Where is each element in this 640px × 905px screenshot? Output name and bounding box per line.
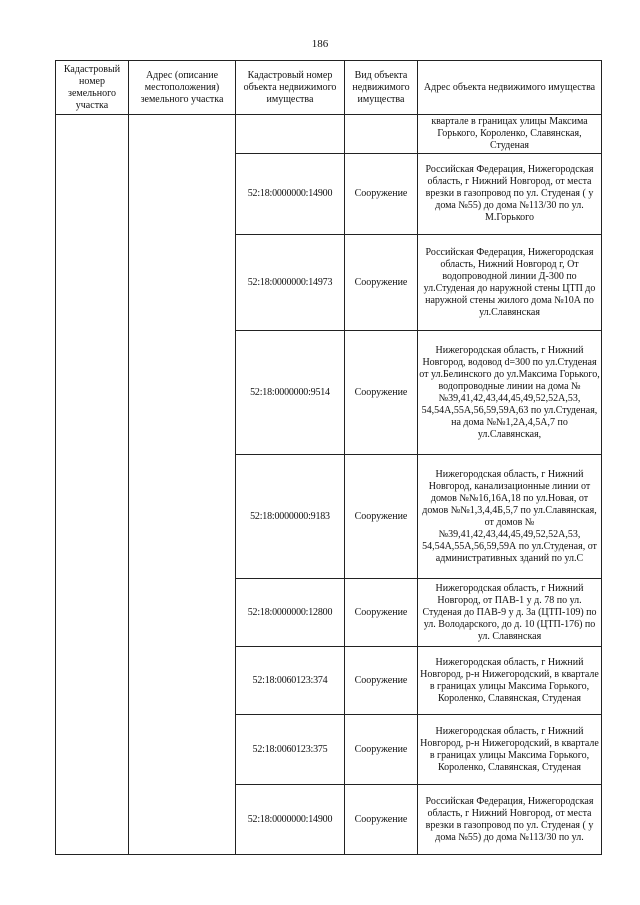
object-cadastral-cell: 52:18:0000000:14900 bbox=[236, 154, 345, 235]
page-number: 186 bbox=[311, 38, 329, 50]
table-header-row bbox=[56, 61, 602, 115]
land-address-cell bbox=[129, 115, 236, 855]
object-type-cell: Сооружение bbox=[345, 235, 418, 331]
object-cadastral-cell: 52:18:0000000:14900 bbox=[236, 785, 345, 855]
object-type-cell: Сооружение bbox=[345, 785, 418, 855]
land-cadastral-cell bbox=[56, 115, 129, 855]
object-address-cell: Нижегородская область, г Нижний Новгород, водовод d=300 по ул.Студеная от ул.Белинского до ул.Максима Горького, водопроводные линии на дома №№39,41,42,43,44,45,49,52,52А,53, 54,54А,55А,56,59,59А,63 по ул.Студеная, на дома №№1,2А,4,5А,7 по ул.Славянская, bbox=[418, 331, 602, 455]
object-cadastral-cell: 52:18:0000000:14973 bbox=[236, 235, 345, 331]
object-type-cell: Сооружение bbox=[345, 579, 418, 647]
object-address-cell: Российская Федерация, Нижегородская область, г Нижний Новгород, от места врезки в газопровод по ул. Студеная ( у дома №55) до дома №113/30 по ул. bbox=[418, 785, 602, 855]
header-object-address: Адрес объекта недвижимого имущества bbox=[418, 61, 602, 115]
table-row bbox=[56, 115, 602, 154]
object-address-cell: Российская Федерация, Нижегородская область, г Нижний Новгород, от места врезки в газопровод по ул. Студеная ( у дома №55) до дома №113/30 по ул. М.Горького bbox=[418, 154, 602, 235]
object-type-cell: Сооружение bbox=[345, 455, 418, 579]
header-land-cadastral: Кадастровый номер земельного участка bbox=[56, 61, 129, 115]
object-type-cell: Сооружение bbox=[345, 154, 418, 235]
header-land-address: Адрес (описание местоположения) земельного участка bbox=[129, 61, 236, 115]
registry-table bbox=[55, 60, 602, 855]
header-object-type: Вид объекта недвижимого имущества bbox=[345, 61, 418, 115]
object-address-cell: Нижегородская область, г Нижний Новгород, от ПАВ-1 у д. 78 по ул. Студеная до ПАВ-9 у д. 3а (ЦТП-109) по ул. Володарского, до д. 10 (ЦТП-176) по ул. Славянская bbox=[418, 579, 602, 647]
object-address-cell: квартале в границах улицы Максима Горького, Короленко, Славянская, Студеная bbox=[418, 115, 602, 154]
object-address-cell: Российская Федерация, Нижегородская область, Нижний Новгород г, От водопроводной линии Д-300 по ул.Студеная до наружной стены ЦТП до наружной стены жилого дома №10А по ул.Славянская bbox=[418, 235, 602, 331]
object-cadastral-cell: 52:18:0000000:9514 bbox=[236, 331, 345, 455]
object-address-cell: Нижегородская область, г Нижний Новгород, р-н Нижегородский, в квартале в границах улицы Максима Горького, Короленко, Славянская, Студеная bbox=[418, 715, 602, 785]
object-cadastral-cell: 52:18:0000000:9183 bbox=[236, 455, 345, 579]
object-cadastral-cell bbox=[236, 115, 345, 154]
object-type-cell: Сооружение bbox=[345, 647, 418, 715]
object-type-cell: Сооружение bbox=[345, 331, 418, 455]
object-address-cell: Нижегородская область, г Нижний Новгород, р-н Нижегородский, в квартале в границах улицы Максима Горького, Короленко, Славянская, Студеная bbox=[418, 647, 602, 715]
object-type-cell: Сооружение bbox=[345, 715, 418, 785]
header-object-cadastral: Кадастровый номер объекта недвижимого имущества bbox=[236, 61, 345, 115]
object-cadastral-cell: 52:18:0060123:375 bbox=[236, 715, 345, 785]
object-cadastral-cell: 52:18:0060123:374 bbox=[236, 647, 345, 715]
object-type-cell bbox=[345, 115, 418, 154]
object-address-cell: Нижегородская область, г Нижний Новгород, канализационные линии от домов №№16,16А,18 по ул.Новая, от домов №№1,3,4,4Б,5,7 по ул.Славянская, от домов №№39,41,42,43,44,45,49,52,52А,53, 54,54А,55А,56,59,59А по ул.Студеная, от административных зданий по ул.С bbox=[418, 455, 602, 579]
object-cadastral-cell: 52:18:0000000:12800 bbox=[236, 579, 345, 647]
